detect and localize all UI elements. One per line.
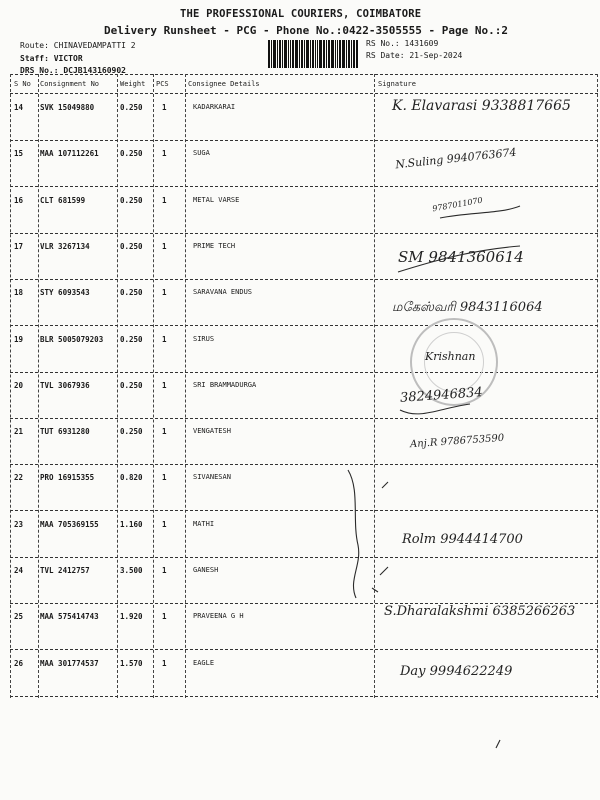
row-weight: 1.160 [120,519,143,529]
row-consignee: PRAVEENA G H [193,612,244,621]
row-consignment-no: TVL 2412757 [40,566,90,575]
row-consignment-no: MAA 107112261 [40,149,99,159]
row-consignee: SUGA [193,149,210,158]
row-consignee: GANESH [193,566,219,574]
rs-date-label: RS Date: [366,51,405,60]
row-pcs: 1 [162,566,167,575]
staff-value: VICTOR [53,53,83,63]
row-consignment-no: MAA 301774537 [40,658,99,668]
staff-label: Staff: [20,53,49,63]
row-consignee: MATHI [193,519,215,528]
row-weight: 1.920 [120,612,143,622]
row-sno: 25 [14,612,24,622]
row-consignee: KADARKARAI [193,103,236,111]
row-sno: 18 [14,288,24,298]
row-weight: 0.250 [120,334,143,344]
row-weight: 0.250 [120,195,143,205]
row-pcs: 1 [162,380,167,390]
row-sno: 23 [14,519,24,529]
col-header-signature: Signature [378,80,416,88]
row-consignment-no: CLT 681599 [40,195,86,205]
rs-date-value: 21-Sep-2024 [409,51,463,60]
row-weight: 3.500 [120,566,143,575]
signature-row-15: N.Suling 9940763674 [394,145,518,172]
row-consignee: EAGLE [193,658,215,667]
signature-row-25: S.Dharalakshmi 6385266263 [384,604,576,619]
row-sno: 16 [14,195,24,205]
row-pcs: 1 [162,241,167,251]
row-pcs: 1 [162,288,167,298]
row-weight: 0.250 [120,427,143,437]
signature-row-18: மகேஸ்வரி 9843116064 [392,300,543,315]
row-weight: 0.250 [120,103,143,112]
rs-no-label: RS No.: [366,39,400,48]
row-consignee: SRI BRAMMADURGA [193,380,257,389]
row-weight: 0.250 [120,241,143,251]
row-sno: 19 [14,334,24,344]
col-header-consignee: Consignee Details [188,80,260,88]
signature-row-14: K. Elavarasi 9338817665 [392,98,571,114]
row-pcs: 1 [162,519,167,529]
row-consignee: VENGATESH [193,427,231,436]
company-title: THE PROFESSIONAL COURIERS, COIMBATORE [180,8,422,20]
row-consignee: METAL VARSE [193,195,240,204]
row-pcs: 1 [162,658,167,668]
row-sno: 15 [14,149,24,159]
row-consignee: PRIME TECH [193,241,236,250]
row-consignee: SARAVANA ENDUS [193,288,253,297]
signature-row-19: Krishnan [425,350,476,363]
row-consignment-no: MAA 575414743 [40,612,99,622]
row-consignee: SIVANESAN [193,473,231,482]
row-sno: 17 [14,241,24,251]
runsheet-subtitle: Delivery Runsheet - PCG - Phone No.:0422-3505555 - Page No.:2 [104,24,508,37]
row-weight: 0.250 [120,149,143,159]
row-consignment-no: STY 6093543 [40,288,90,298]
row-pcs: 1 [162,334,167,344]
row-consignment-no: SVK 15049880 [40,103,95,112]
signature-row-17: SM 9841360614 [398,248,524,266]
row-sno: 20 [14,380,24,390]
row-pcs: 1 [162,612,167,622]
signature-row-21: Anj.R 9786753590 [409,432,505,451]
row-sno: 26 [14,658,24,668]
row-consignment-no: BLR 5005079203 [40,334,104,344]
row-consignment-no: TVL 3067936 [40,380,90,390]
row-sno: 22 [14,473,24,483]
signature-row-26: Day 9994622249 [400,664,513,679]
route-value: CHINAVEDAMPATTI 2 [53,41,136,50]
row-sno: 21 [14,427,24,437]
row-weight: 0.250 [120,288,143,298]
drs-label: DRS No.: [20,66,59,75]
row-weight: 1.570 [120,658,143,668]
col-header-consignment: Consignment No [40,80,100,88]
signature-row-23: Rolm 9944414700 [402,532,523,547]
row-pcs: 1 [162,473,167,483]
col-header-pcs: PCS [156,80,169,88]
row-sno: 24 [14,566,24,575]
rs-no-value: 1431609 [404,39,439,48]
row-weight: 0.250 [120,380,143,390]
row-pcs: 1 [162,149,167,159]
col-header-sno: S No [14,80,31,88]
row-pcs: 1 [162,427,167,437]
row-consignment-no: VLR 3267134 [40,241,90,251]
row-pcs: 1 [162,195,167,205]
row-consignee: SIRUS [193,334,215,343]
row-consignment-no: TUT 6931280 [40,427,90,437]
signature-row-20: 3824946834 [399,385,484,406]
row-sno: 14 [14,103,24,112]
col-header-weight: Weight [120,80,146,88]
row-consignment-no: MAA 705369155 [40,519,99,529]
row-pcs: 1 [162,103,167,112]
row-weight: 0.820 [120,473,143,483]
drs-value: DCJB143160902 [63,66,126,75]
row-consignment-no: PRO 16915355 [40,473,95,483]
route-label: Route: [20,41,49,50]
signature-row-16: 9787011070 [431,195,484,214]
